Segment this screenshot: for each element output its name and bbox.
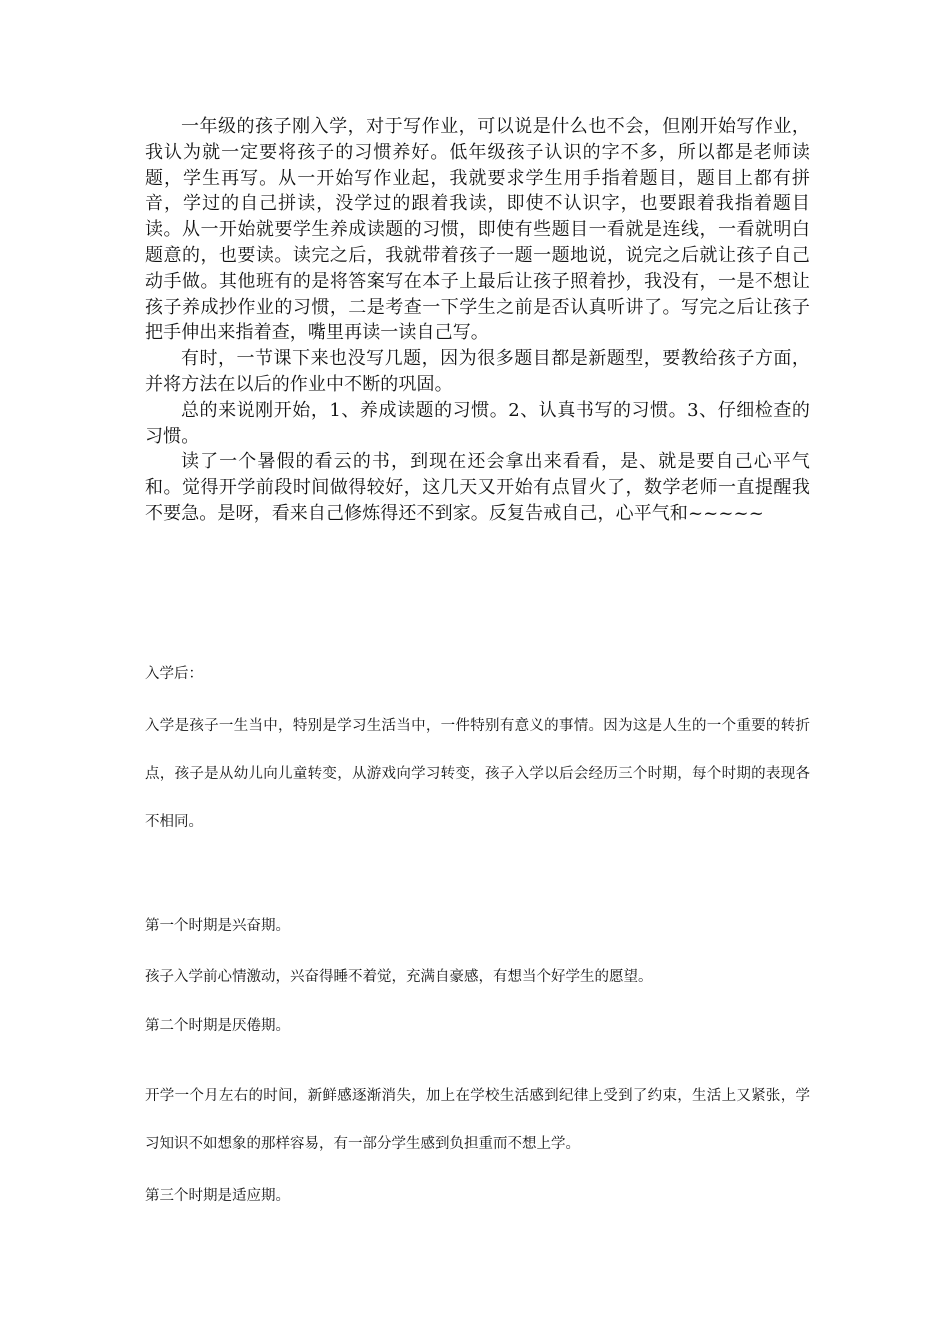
paragraph-reflection: 读了一个暑假的看云的书，到现在还会拿出来看看，是、就是要自己心平气和。觉得开学前段时间做得较好，这几天又开始有点冒火了，数学老师一直提醒我不要急。是呀，看来自己修炼得还不到家。反复告戒自己，心平气和~~~~~ (145, 451, 810, 524)
period-2-text-block (145, 1072, 810, 1168)
period-3-title: 第三个时期是适应期。 (145, 1188, 290, 1204)
section-heading: 入学后： (145, 666, 203, 682)
period-2-title: 第二个时期是厌倦期。 (145, 1018, 290, 1034)
paragraph-new-question-types: 有时，一节课下来也没写几题，因为很多题目都是新题型，要教给孩子方面，并将方法在以后的作业中不断的巩固。 (145, 348, 810, 395)
period-3-title-block (145, 1172, 810, 1220)
intro-block (145, 702, 810, 846)
period-1-title: 第一个时期是兴奋期。 (145, 918, 290, 934)
period-1-text-block (145, 953, 810, 1001)
period-2-text: 开学一个月左右的时间，新鲜感逐渐消失，加上在学校生活感到纪律上受到了约束，生活上又紧张，学习知识不如想象的那样容易，有一部分学生感到负担重而不想上学。 (145, 1088, 810, 1152)
paragraph-summary-habits: 总的来说刚开始，1、养成读题的习惯。2、认真书写的习惯。3、仔细检查的习惯。 (145, 399, 810, 447)
paragraph-homework-habits: 一年级的孩子刚入学，对于写作业，可以说是什么也不会，但刚开始写作业，我认为就一定要将孩子的习惯养好。低年级孩子认识的字不多，所以都是老师读题，学生再写。从一开始写作业起，我就要求学生用手指着题目，题目上都有拼音，学过的自己拼读，没学过的跟着我读，即使不认识字，也要跟着我指着题目读。从一开始就要学生养成读题的习惯，即使有些题目一看就是连线，一看就明白题意的，也要读。读完之后，我就带着孩子一题一题地说，说完之后就让孩子自己动手做。其他班有的是将答案写在本子上最后让孩子照着抄，我没有，一是不想让孩子养成抄作业的习惯，二是考查一下学生之前是否认真听讲了。写完之后让孩子把手伸出来指着查，嘴里再读一读自己写。 (145, 116, 810, 344)
period-1-title-block (145, 902, 810, 950)
intro-paragraph: 入学是孩子一生当中，特别是学习生活当中，一件特别有意义的事情。因为这是人生的一个重要的转折点，孩子是从幼儿向儿童转变，从游戏向学习转变，孩子入学以后会经历三个时期，每个时期的表现各不相同。 (145, 718, 810, 830)
section-heading-block (145, 650, 810, 698)
top-section (145, 114, 810, 527)
period-2-title-block (145, 1002, 810, 1050)
period-1-text: 孩子入学前心情激动，兴奋得睡不着觉，充满自豪感，有想当个好学生的愿望。 (145, 969, 653, 985)
